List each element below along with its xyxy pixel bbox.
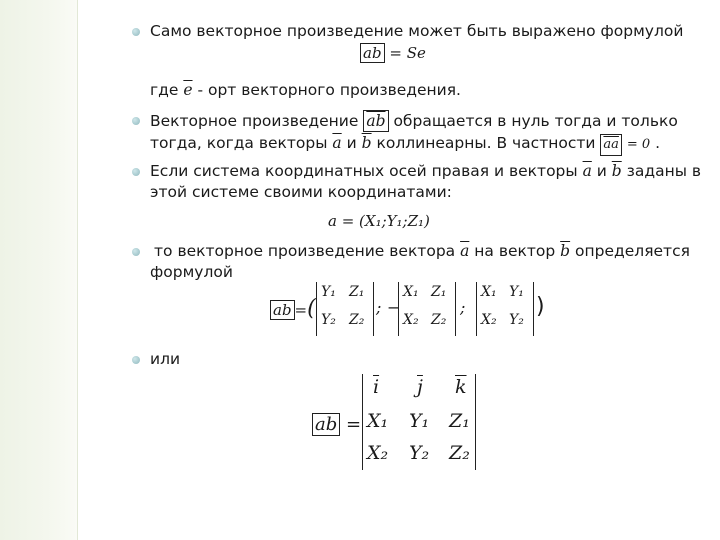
separator: ; bbox=[376, 298, 382, 317]
determinant-matrix: $\overline{i}$ $\overline{j}$ $\overline{k}$ X₁ Y₁ Z₁ X₂ Y₂ Z₂ bbox=[362, 374, 476, 470]
bullet-5-text: или bbox=[150, 350, 181, 368]
separator: ; bbox=[460, 298, 466, 317]
bullet-marker bbox=[132, 248, 140, 256]
bullet-marker bbox=[132, 168, 140, 176]
bullet-4-line-1: то векторное произведение вектора $\overline{a}$ на вектор $\overline{b}$ определяется bbox=[154, 242, 690, 260]
minor-1: Y₁ Z₁ Y₂ Z₂ bbox=[316, 282, 374, 336]
bullet-marker bbox=[132, 28, 140, 36]
bullet-3-line-2: этой системе своими координатами: bbox=[150, 183, 452, 201]
formula-coordinates: a = (X₁;Y₁;Z₁) bbox=[328, 212, 430, 230]
bullet-marker bbox=[132, 356, 140, 364]
formula-cross-product: $\overline{ab} = Se$ bbox=[360, 43, 426, 63]
bullet-marker bbox=[132, 117, 140, 125]
where-line: где $\overline{e}$ - орт векторного произведения. bbox=[150, 81, 461, 99]
bullet-2-line-2: тогда, когда векторы $\overline{a}$ и $\overline{b}$ коллинеарны. В частности $\overline{aa} = 0$ . bbox=[150, 133, 660, 156]
bullet-4-line-2: формулой bbox=[150, 263, 233, 281]
slide-side-panel bbox=[0, 0, 78, 540]
bullet-1-text: Само векторное произведение может быть выражено формулой bbox=[150, 22, 684, 40]
minor-3: X₁ Y₁ X₂ Y₂ bbox=[476, 282, 534, 336]
formula-determinant: $\overline{ab}$ = bbox=[312, 413, 361, 436]
bullet-2-line-1: Векторное произведение $\overline{ab}$ обращается в нуль тогда и только bbox=[150, 112, 678, 130]
formula-minors: $\overline{ab}$ =( bbox=[270, 296, 316, 321]
minor-2: X₁ Z₁ X₂ Z₂ bbox=[398, 282, 456, 336]
closing-paren: ) bbox=[536, 294, 545, 319]
minus-sign: − bbox=[387, 298, 401, 317]
bullet-3-line-1: Если система координатных осей правая и векторы $\overline{a}$ и $\overline{b}$ заданы в bbox=[150, 162, 702, 180]
